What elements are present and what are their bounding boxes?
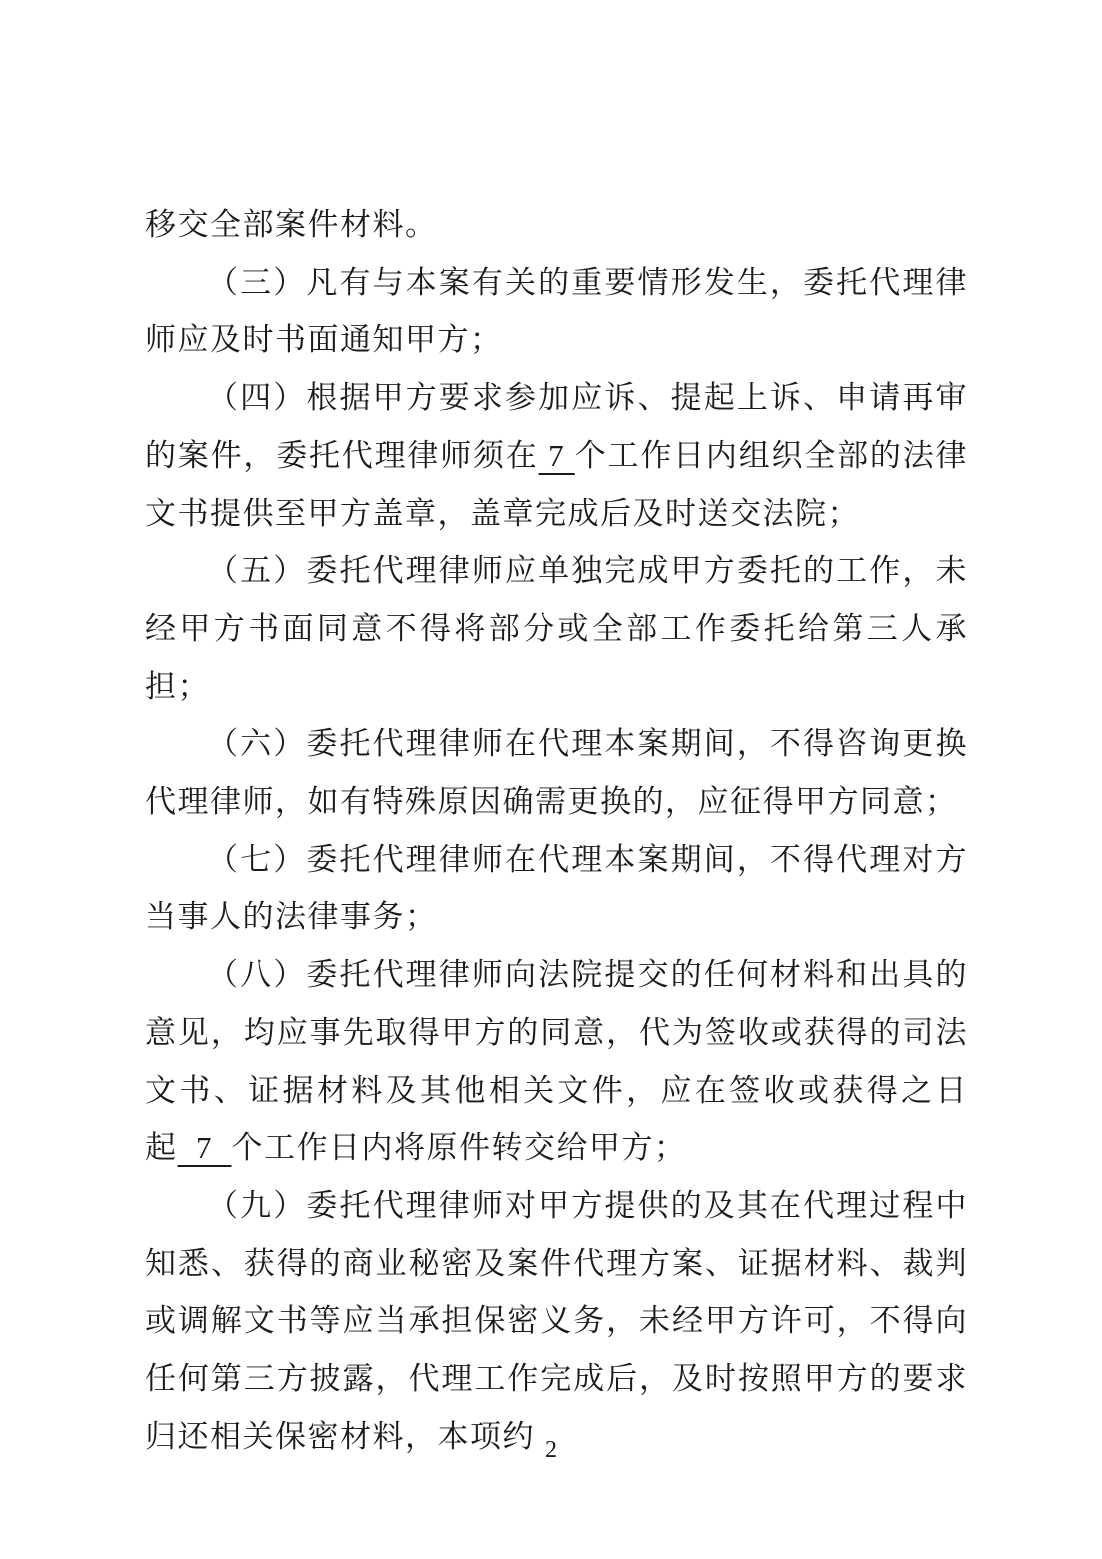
text-segment: 个工作日内组织全部的法律文书提供至甲方盖章，盖章完成后及时送交法院； bbox=[145, 437, 969, 531]
text-segment: （八）委托代理律师向法院提交的任何材料和出具的意见，均应事先取得甲方的同意，代为签收或获得的司法文书、证据材料及其他相关文件，应在签收或获得之日起 bbox=[145, 957, 968, 1166]
paragraph bbox=[145, 715, 968, 830]
paragraph bbox=[145, 542, 968, 715]
text-segment: （九）委托代理律师对甲方提供的及其在代理过程中知悉、获得的商业秘密及案件代理方案、证据材料、裁判或调解文书等应当承担保密义务，未经甲方许可，不得向任何第三方披露，代理工作完成后，及时按照甲方的要求归还相关保密材料，本项约 bbox=[145, 1187, 968, 1454]
document-body bbox=[145, 196, 968, 1465]
underlined-fill-in-value: 7 bbox=[177, 1130, 232, 1166]
text-segment: 移交全部案件材料。 bbox=[145, 207, 438, 242]
paragraph bbox=[145, 369, 968, 542]
paragraph bbox=[145, 254, 968, 369]
text-segment: （七）委托代理律师在代理本案期间，不得代理对方当事人的法律事务； bbox=[145, 841, 968, 935]
page-number: 2 bbox=[545, 1437, 557, 1463]
text-segment: （三）凡有与本案有关的重要情形发生，委托代理律师应及时书面通知甲方； bbox=[145, 264, 968, 358]
paragraph bbox=[145, 831, 968, 946]
underlined-fill-in-value: 7 bbox=[538, 437, 575, 473]
paragraph bbox=[145, 196, 968, 254]
text-segment: （四）根据甲方要求参加应诉、提起上诉、申请再审的案件，委托代理律师须在 bbox=[145, 380, 968, 473]
paragraph bbox=[145, 1177, 968, 1466]
text-segment: （五）委托代理律师应单独完成甲方委托的工作，未经甲方书面同意不得将部分或全部工作委托给第三人承担； bbox=[145, 553, 968, 704]
text-segment: 个工作日内将原件转交给甲方； bbox=[231, 1130, 687, 1166]
paragraph bbox=[145, 946, 968, 1177]
text-segment: （六）委托代理律师在代理本案期间，不得咨询更换代理律师，如有特殊原因确需更换的，应征得甲方同意； bbox=[145, 726, 968, 820]
